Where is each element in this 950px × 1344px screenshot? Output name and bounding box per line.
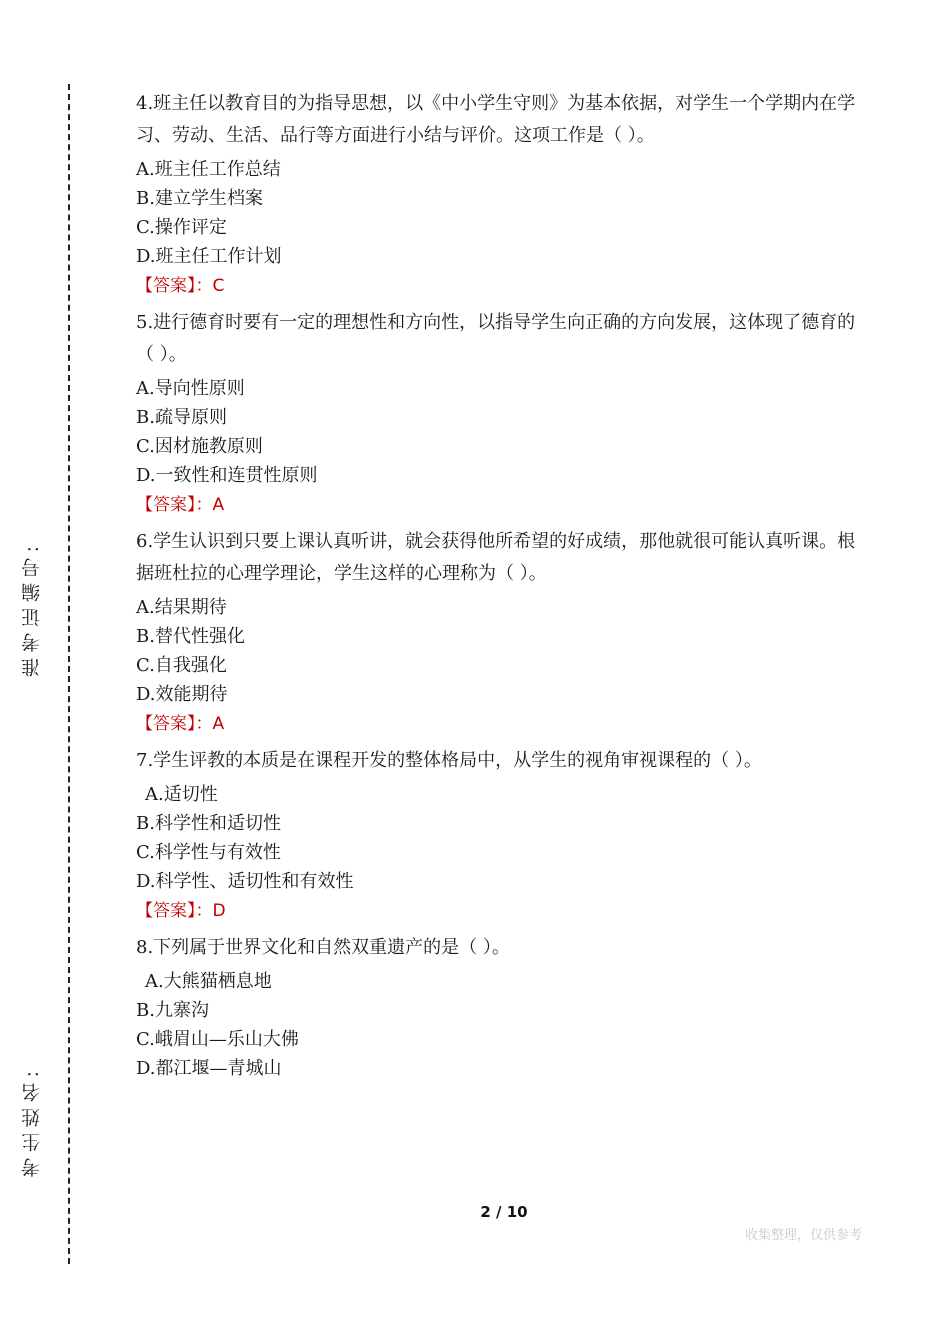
- answer-line: 【答案】：A: [136, 714, 225, 734]
- question-stem: 8.下列属于世界文化和自然双重遗产的是（ ）。: [136, 937, 510, 958]
- option-c: C.操作评定: [136, 217, 227, 238]
- answer-line: 【答案】：C: [136, 276, 225, 296]
- option-c: C.科学性与有效性: [136, 842, 281, 863]
- page-number: 2 / 10: [480, 1203, 528, 1221]
- option-d: D.效能期待: [136, 684, 228, 705]
- option-list: [136, 593, 866, 709]
- question-8: [136, 932, 866, 1083]
- option-a: A.班主任工作总结: [136, 159, 281, 180]
- option-b: B.替代性强化: [136, 626, 245, 647]
- answer-line: 【答案】：D: [136, 901, 226, 921]
- question-4: [136, 88, 866, 301]
- option-c: C.自我强化: [136, 655, 227, 676]
- question-stem: 7.学生评教的本质是在课程开发的整体格局中，从学生的视角审视课程的（ ）。: [136, 750, 762, 771]
- option-d: D.科学性、适切性和有效性: [136, 871, 354, 892]
- option-c: C.因材施教原则: [136, 436, 263, 457]
- option-b: B.九寨沟: [136, 1000, 209, 1021]
- option-b: B.科学性和适切性: [136, 813, 281, 834]
- option-c: C.峨眉山—乐山大佛: [136, 1029, 299, 1050]
- option-b: B.疏导原则: [136, 407, 227, 428]
- answer-line: 【答案】：A: [136, 495, 225, 515]
- question-stem: 5.进行德育时要有一定的理想性和方向性，以指导学生向正确的方向发展，这体现了德育的（ ）。: [136, 312, 856, 365]
- option-a: A.导向性原则: [136, 378, 245, 399]
- option-list: [136, 967, 866, 1083]
- option-list: [136, 780, 866, 896]
- question-5: [136, 307, 866, 520]
- option-d: D.一致性和连贯性原则: [136, 465, 318, 486]
- option-a: A.大熊猫栖息地: [145, 971, 272, 992]
- option-a: A.结果期待: [136, 597, 227, 618]
- question-7: [136, 745, 866, 926]
- binding-dashed-line: [68, 84, 70, 1264]
- question-stem: 4.班主任以教育目的为指导思想，以《中小学生守则》为基本依据，对学生一个学期内在学习、劳动、生活、品行等方面进行小结与评价。这项工作是（ ）。: [136, 93, 856, 146]
- exam-number-label: 准考证编号:: [21, 540, 43, 678]
- question-6: [136, 526, 866, 739]
- option-list: [136, 155, 866, 271]
- question-stem: 6.学生认识到只要上课认真听讲，就会获得他所希望的好成绩，那他就很可能认真听课。根据班杜拉的心理学理论，学生这样的心理称为（ ）。: [136, 531, 856, 584]
- option-d: D.都江堰—青城山: [136, 1058, 282, 1079]
- option-d: D.班主任工作计划: [136, 246, 282, 267]
- option-list: [136, 374, 866, 490]
- option-a: A.适切性: [145, 784, 218, 805]
- footer-note: 收集整理，仅供参考: [744, 1228, 862, 1243]
- candidate-name-label: 考生姓名:: [21, 1065, 43, 1178]
- option-b: B.建立学生档案: [136, 188, 263, 209]
- question-list: [136, 88, 866, 1087]
